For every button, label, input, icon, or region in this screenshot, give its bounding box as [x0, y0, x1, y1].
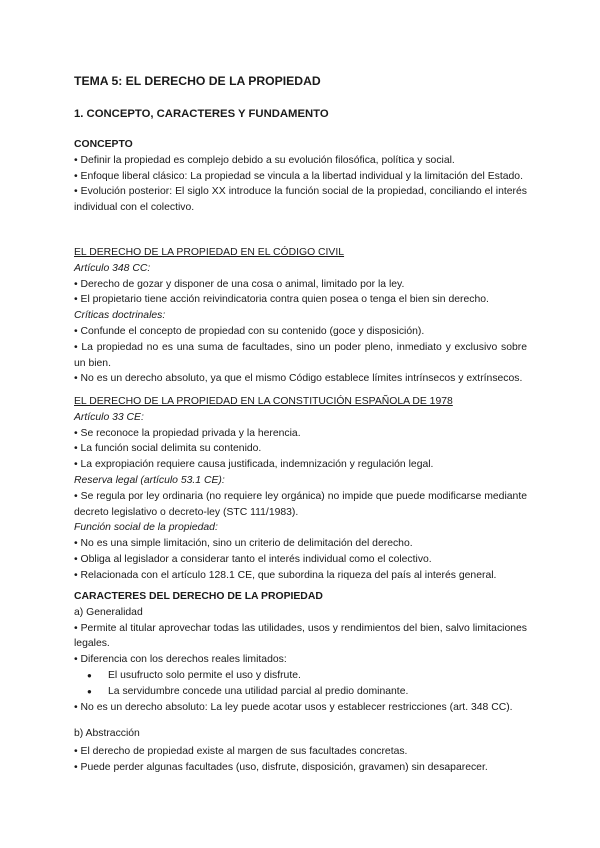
abstraccion-item: • Puede perder algunas facultades (uso, disfrute, disposición, gravamen) sin desaparecer.	[74, 761, 488, 773]
caracteres-section	[74, 589, 527, 715]
constitucion-heading: EL DERECHO DE LA PROPIEDAD EN LA CONSTITUCIÓN ESPAÑOLA DE 1978	[74, 396, 453, 407]
codigo-civil-subheading: Críticas doctrinales:	[74, 310, 166, 322]
codigo-civil-item: • Derecho de gozar y disponer de una cosa o animal, limitado por la ley.	[74, 278, 405, 290]
abstraccion-section	[74, 726, 527, 775]
concepto-item: • Evolución posterior: El siglo XX introduce la función social de la propiedad, conciliando el interés individual con el colectivo.	[74, 186, 527, 214]
generalidad-heading: a) Generalidad	[74, 606, 143, 618]
abstraccion-item: • El derecho de propiedad existe al margen de sus facultades concretas.	[74, 745, 408, 757]
constitucion-item: • La función social delimita su contenido.	[74, 443, 262, 455]
section-heading-concepto-caracteres: 1. CONCEPTO, CARACTERES Y FUNDAMENTO	[74, 108, 329, 120]
constitucion-item: • La expropiación requiere causa justificada, indemnización y regulación legal.	[74, 459, 434, 471]
codigo-civil-item: • El propietario tiene acción reivindicatoria contra quien posea o tenga el bien sin derecho.	[74, 294, 489, 306]
constitucion-subheading: Función social de la propiedad:	[74, 522, 218, 534]
concepto-item: • Enfoque liberal clásico: La propiedad se vincula a la libertad individual y la limitación del Estado.	[74, 170, 523, 182]
concepto-section	[74, 137, 527, 216]
concepto-item: • Definir la propiedad es complejo debido a su evolución filosófica, política y social.	[74, 154, 455, 166]
codigo-civil-item: • La propiedad no es una suma de facultades, sino un poder pleno, inmediato y exclusivo sobre un bien.	[74, 341, 527, 369]
codigo-civil-section	[74, 245, 527, 387]
abstraccion-heading: b) Abstracción	[74, 728, 140, 739]
constitucion-subheading: Artículo 33 CE:	[74, 411, 144, 423]
constitucion-item: • Se reconoce la propiedad privada y la herencia.	[74, 427, 301, 439]
constitucion-item: • Obliga al legislador a considerar tanto el interés individual como el colectivo.	[74, 553, 432, 565]
generalidad-item: • Diferencia con los derechos reales limitados:	[74, 654, 287, 666]
constitucion-item: • Relacionada con el artículo 128.1 CE, que subordina la riqueza del país al interés general.	[74, 569, 497, 581]
codigo-civil-heading: EL DERECHO DE LA PROPIEDAD EN EL CÓDIGO CIVIL	[74, 247, 345, 258]
constitucion-item: • Se regula por ley ordinaria (no requiere ley orgánica) no impide que puede modificarse mediante decreto legislativo o decreto-ley (STC 111/1983).	[74, 490, 527, 518]
constitucion-item: • No es una simple limitación, sino un criterio de delimitación del derecho.	[74, 538, 413, 550]
constitucion-subheading: Reserva legal (artículo 53.1 CE):	[74, 474, 225, 486]
list-item: ● El usufructo solo permite el uso y disfrute.	[74, 668, 527, 684]
codigo-civil-item: • Confunde el concepto de propiedad con su contenido (goce y disposición).	[74, 325, 425, 337]
codigo-civil-subheading: Artículo 348 CC:	[74, 262, 151, 274]
caracteres-heading: CARACTERES DEL DERECHO DE LA PROPIEDAD	[74, 591, 323, 602]
codigo-civil-item: • No es un derecho absoluto, ya que el mismo Código establece límites intrínsecos y extrínsecos.	[74, 373, 523, 385]
list-item: ● La servidumbre concede una utilidad parcial al predio dominante.	[74, 684, 527, 700]
generalidad-item: • No es un derecho absoluto: La ley puede acotar usos y establecer restricciones (art. 348 CC).	[74, 701, 513, 713]
constitucion-section	[74, 394, 527, 584]
derechos-limitados-list	[74, 668, 527, 700]
document-title: TEMA 5: EL DERECHO DE LA PROPIEDAD	[74, 74, 321, 88]
concepto-heading: CONCEPTO	[74, 139, 133, 150]
generalidad-item: • Permite al titular aprovechar todas las utilidades, usos y rendimientos del bien, salvo limitaciones legales.	[74, 622, 527, 650]
